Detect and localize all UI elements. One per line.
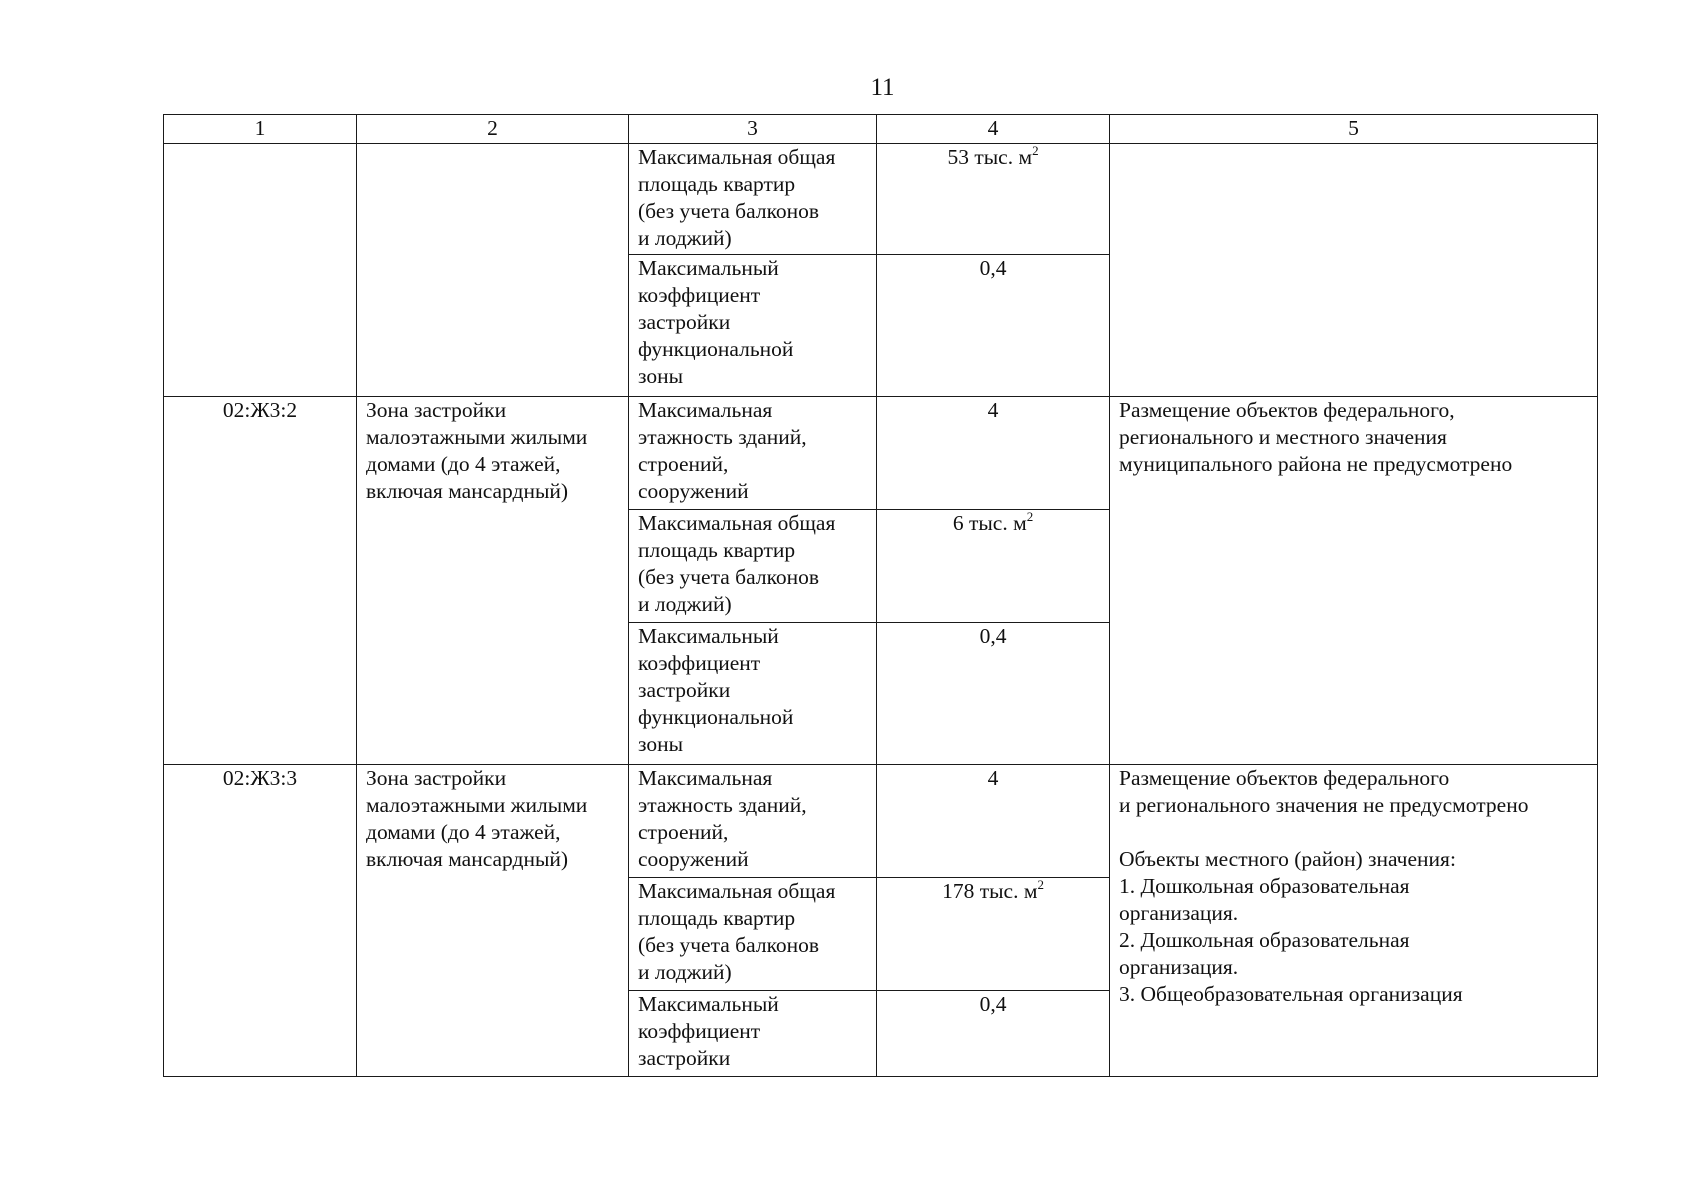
parameter-cell: Максимальная этажность зданий, строений, сооружений — [629, 765, 877, 878]
value-cell: 6 тыс. $м^2$ — [877, 510, 1110, 623]
zone-name-cell: Зона застройки малоэтажными жилыми домами (до 4 этажей, включая мансардный) — [357, 397, 629, 765]
value-cell: 53 тыс. $м^2$ — [877, 144, 1110, 255]
column-header: 3 — [629, 115, 877, 144]
table-row — [164, 144, 1598, 255]
page-number: 11 — [870, 74, 895, 101]
parameter-cell: Максимальный коэффициент застройки функциональной зоны — [629, 623, 877, 765]
column-header: 5 — [1110, 115, 1598, 144]
parameter-cell: Максимальная общая площадь квартир (без учета балконов и лоджий) — [629, 878, 877, 991]
value-cell: 4 — [877, 397, 1110, 510]
value-cell: 0,4 — [877, 255, 1110, 397]
parameter-cell: Максимальный коэффициент застройки функциональной зоны — [629, 255, 877, 397]
column-header: 2 — [357, 115, 629, 144]
value-cell: 178 тыс. $м^2$ — [877, 878, 1110, 991]
column-header: 4 — [877, 115, 1110, 144]
parameter-cell: Максимальная общая площадь квартир (без учета балконов и лоджий) — [629, 510, 877, 623]
column-header: 1 — [164, 115, 357, 144]
note-cell — [1110, 144, 1598, 397]
note-cell: Размещение объектов федерального, регионального и местного значения муниципального района не предусмотрено — [1110, 397, 1598, 765]
parameter-cell: Максимальный коэффициент застройки — [629, 991, 877, 1077]
parameter-cell: Максимальная этажность зданий, строений, сооружений — [629, 397, 877, 510]
zone-name-cell — [357, 144, 629, 397]
zone-code-cell — [164, 144, 357, 397]
column-number-row — [164, 115, 1598, 144]
value-cell: 4 — [877, 765, 1110, 878]
parameter-cell: Максимальная общая площадь квартир (без учета балконов и лоджий) — [629, 144, 877, 255]
table-row — [164, 397, 1598, 510]
note-cell: Размещение объектов федерального и регионального значения не предусмотрено Объекты местного (район) значения: 1. Дошкольная образовательная организация. 2. Дошкольная образовательная организация. 3. Общеобразовательная организация — [1110, 765, 1598, 1077]
value-cell: 0,4 — [877, 991, 1110, 1077]
value-cell: 0,4 — [877, 623, 1110, 765]
zone-name-cell: Зона застройки малоэтажными жилыми домами (до 4 этажей, включая мансардный) — [357, 765, 629, 1077]
zoning-table — [163, 114, 1598, 1077]
zone-code-cell: 02:Ж3:2 — [164, 397, 357, 765]
zone-code-cell: 02:Ж3:3 — [164, 765, 357, 1077]
table-row — [164, 765, 1598, 878]
